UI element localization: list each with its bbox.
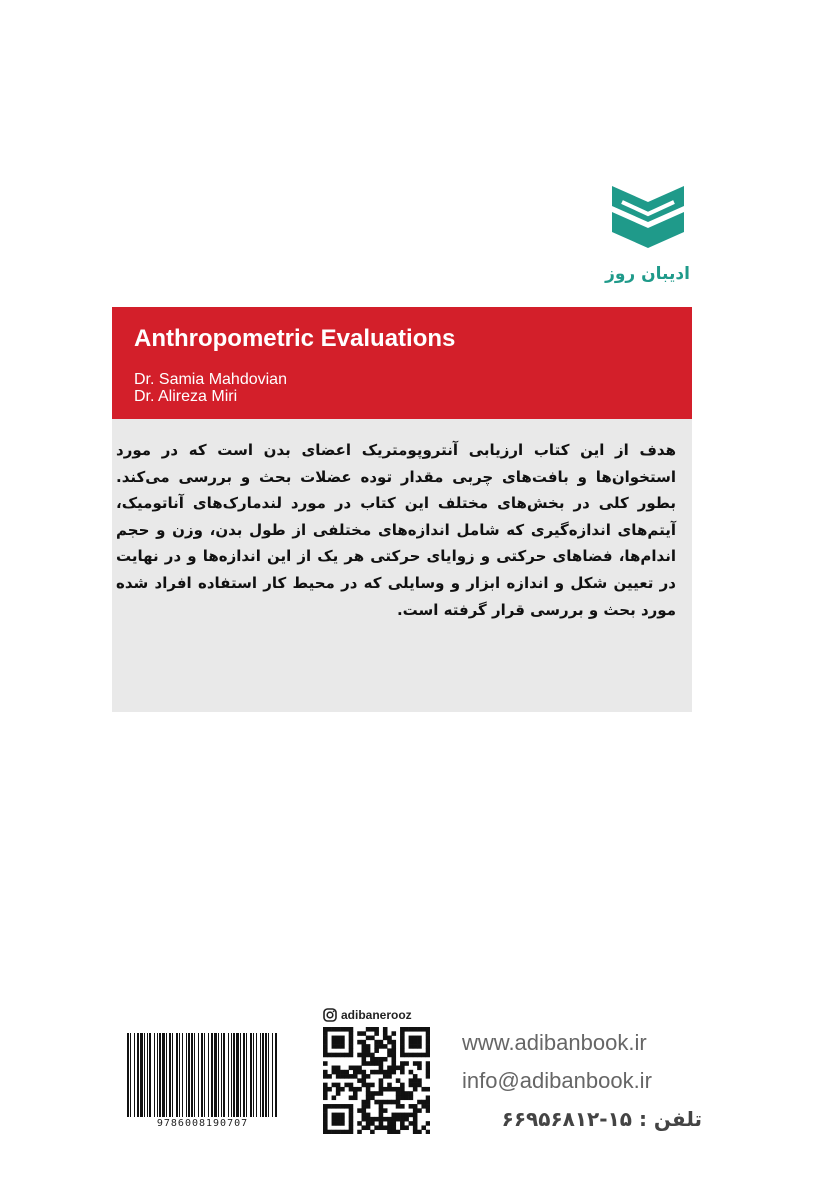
publisher-logo <box>600 180 695 300</box>
barcode-number: 9786008190707 <box>156 1118 249 1129</box>
phone-number: تلفن : ۱۵-۶۶۹۵۶۸۱۲ <box>501 1107 702 1131</box>
barcode-icon <box>125 1033 280 1117</box>
book-description: هدف از این کتاب ارزیابی آنتروپومتریک اعضای بدن است که در مورد استخوان‌ها و بافت‌های چربی مقدار توده عضلات بحث و بررسی می‌کند. بطور کلی در بخش‌های مختلف این کتاب در مورد لندمارک‌های آناتومیک، آیتم‌های اندازه‌گیری که شامل اندازه‌های مختلفی از طول بدن، وزن و حجم اندام‌ها، فضاهای حرکتی و زوایای حرکتی هر یک از این اندازه‌ها و در نهایت در تعیین شکل و اندازه ابزار و وسایلی که در محیط کار استفاده افراد شده مورد بحث و بررسی قرار گرفته است. <box>116 441 676 619</box>
website-link[interactable]: www.adibanbook.ir <box>462 1030 647 1055</box>
author-name: Dr. Alireza Miri <box>134 388 238 405</box>
author-name: Dr. Samia Mahdovian <box>134 371 287 388</box>
isbn-barcode <box>125 1033 280 1133</box>
email-link[interactable]: info@adibanbook.ir <box>462 1068 652 1093</box>
instagram-handle: adibanerooz <box>341 1008 412 1022</box>
instagram-icon <box>323 1008 337 1022</box>
description-box <box>112 419 692 712</box>
instagram-row <box>323 1006 412 1024</box>
book-logo-icon <box>608 180 688 260</box>
publisher-name: ادیبان روز <box>605 264 690 284</box>
contact-info <box>462 1028 702 1142</box>
qr-code-icon[interactable] <box>323 1027 430 1134</box>
title-band <box>112 307 692 419</box>
book-title: Anthropometric Evaluations <box>134 325 456 352</box>
author-list <box>134 371 287 405</box>
